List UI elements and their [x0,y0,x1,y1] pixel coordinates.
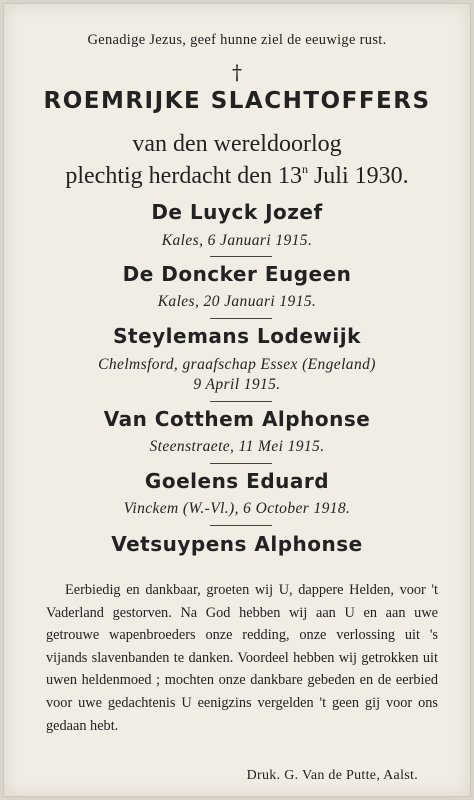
victim-place-5: Vinckem (W.-Vl.), 6 October 1918. [123,500,351,517]
divider [210,525,272,526]
divider [210,463,272,464]
cross-icon: † [232,60,242,84]
victim-name-1: De Luyck Jozef [151,200,323,224]
printer-credit: Druk. G. Van de Putte, Aalst. [246,768,418,783]
victim-place-3: Chelmsford, graafschap Essex (Engeland) [98,356,376,373]
victim-place-2: Kales, 20 Januari 1915. [157,293,317,310]
subtitle-line-2 [4,162,470,190]
victim-name-4: Van Cotthem Alphonse [103,407,371,431]
divider [210,401,272,402]
tribute-text: Eerbiedig en dankbaar, groeten wij U, dappere Helden, voor 't Vaderland gestorven. Na God hebben wij aan U en aan uwe getrouwe wapenbroeders onze redding, onze verlossing uit 's vijands slavenbanden te danken. Voordeel hebben wij getrokken uit uwen heldenmoed ; mochten onze dankbare gebeden en de eerbied voor uwe gedachtenis U eenigzins vergelden 't geen gij voor ons gedaan hebt. [46,582,438,734]
victim-name-2: De Doncker Eugeen [122,262,352,286]
subtitle-date-prefix: plechtig herdacht den 13 [65,163,302,189]
subtitle-line-1: van den wereldoorlog [132,131,342,157]
victim-name-5: Goelens Eduard [144,469,330,493]
subtitle-ordinal: n [301,162,308,176]
prayer-line: Genadige Jezus, geef hunne ziel de eeuwige rust. [87,32,387,48]
victim-place-4: Steenstraete, 11 Mei 1915. [149,438,325,455]
victim-place-1: Kales, 6 Januari 1915. [161,232,313,249]
divider [210,256,272,257]
victim-date-3: 9 April 1915. [193,376,281,393]
memorial-card [3,3,471,797]
subtitle-date-suffix: Juli 1930. [307,163,409,189]
victim-name-6: Vetsuypens Alphonse [111,532,363,556]
victim-name-3: Steylemans Lodewijk [113,324,361,348]
card-title: ROEMRIJKE SLACHTOFFERS [43,88,431,114]
divider [210,318,272,319]
